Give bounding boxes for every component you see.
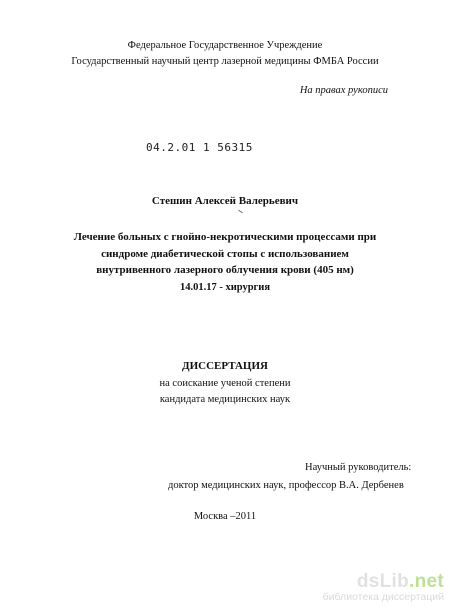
institution-line-1: Федеральное Государственное Учреждение	[127, 40, 323, 51]
institution-line-2: Государственный научный центр лазерной медицины ФМБА России	[71, 56, 379, 67]
title-line-2: синдроме диабетической стопы с использованием	[101, 248, 349, 260]
registration-stamp: 04.2.01 1 56315	[146, 141, 253, 154]
watermark-subtitle: библиотека диссертаций	[322, 591, 444, 603]
author-name: Стешин Алексей Валерьевич	[151, 195, 299, 207]
title-line-1: Лечение больных с гнойно-некротическими процессами при	[73, 231, 377, 243]
rights-note: На правах рукописи	[299, 85, 388, 96]
city-year: Москва –2011	[193, 511, 257, 522]
supervisor-label: Научный руководитель:	[305, 462, 412, 473]
pen-mark	[238, 210, 243, 214]
degree-line-1: на соискание ученой степени	[159, 378, 291, 389]
specialty-code: 14.01.17 - хирургия	[179, 282, 271, 293]
supervisor-name: доктор медицинских наук, профессор В.А. Дербенев	[168, 480, 404, 491]
watermark-logo-main: dsLib	[356, 571, 410, 592]
title-line-3: внутривенного лазерного облучения крови (405 нм)	[96, 264, 354, 276]
watermark-logo	[323, 573, 444, 591]
degree-line-2: кандидата медицинских наук	[159, 394, 291, 405]
dslib-watermark	[323, 573, 444, 603]
document-type: ДИССЕРТАЦИЯ	[182, 360, 268, 372]
watermark-logo-tld: .net	[409, 571, 444, 592]
